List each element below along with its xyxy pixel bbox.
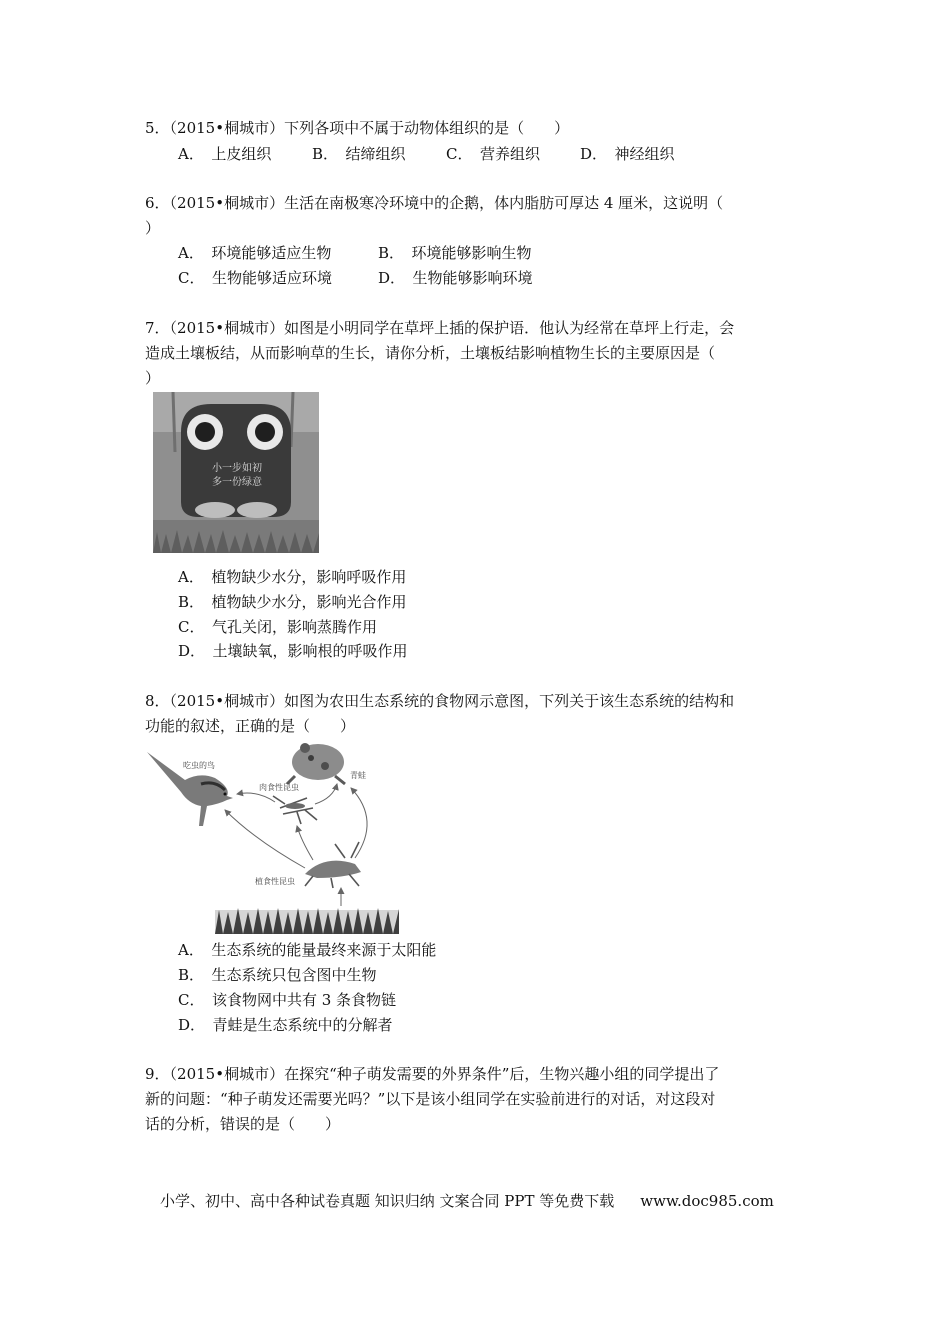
footer-text: 小学、初中、高中各种试卷真题 知识归纳 文案合同 PPT 等免费下载	[160, 1192, 615, 1210]
question-5-options	[178, 144, 675, 164]
question-6-options-row1	[178, 243, 532, 263]
label-carnivorous-insect: 肉食性昆虫	[259, 783, 299, 792]
question-8-option-c: C． 该食物网中共有 3 条食物链	[178, 991, 397, 1009]
question-7-option-b: B． 植物缺少水分，影响光合作用	[178, 593, 407, 611]
label-herbivorous-insect: 植食性昆虫	[255, 877, 295, 886]
question-8-stem	[145, 691, 734, 711]
option-b: B． 环境能够影响生物	[378, 244, 532, 262]
question-7-stem-line2: 造成土壤板结，从而影响草的生长，请你分析，土壤板结影响植物生长的主要原因是（	[145, 344, 716, 362]
lawn-sign-illustration	[153, 392, 319, 553]
herbivorous-insect-icon	[305, 842, 361, 888]
grass-icon	[215, 908, 399, 934]
carnivorous-insect-icon	[273, 796, 317, 824]
question-7-stem	[145, 318, 734, 338]
question-text: （2015•桐城市）下列各项中不属于动物体组织的是（ ）	[169, 119, 570, 137]
question-text: （2015•桐城市）生活在南极寒冷环境中的企鹅，体内脂肪可厚达 4 厘米，这说明（	[169, 194, 724, 212]
question-number: 5．	[145, 119, 170, 137]
question-6-stem	[145, 193, 723, 213]
option-d: D． 神经组织	[580, 145, 675, 163]
option-a: A． 环境能够适应生物	[178, 244, 332, 262]
question-number: 6．	[145, 194, 170, 212]
label-frog: 青蛙	[350, 771, 366, 780]
question-9-stem	[145, 1064, 719, 1084]
sign-line-1: 小一步如初	[212, 463, 262, 474]
frog-icon	[287, 743, 345, 784]
question-8-option-b: B． 生态系统只包含图中生物	[178, 966, 377, 984]
question-6-stem-cont: ）	[145, 219, 161, 237]
question-text: （2015•桐城市）在探究“种子萌发需要的外界条件”后，生物兴趣小组的同学提出了	[169, 1065, 720, 1083]
question-7-option-d: D． 土壤缺氧，影响根的呼吸作用	[178, 642, 408, 660]
option-b: B． 结缔组织	[312, 145, 406, 163]
question-8-stem-line2: 功能的叙述，正确的是（ ）	[145, 717, 356, 735]
option-c: C． 营养组织	[446, 145, 540, 163]
question-8-option-a: A． 生态系统的能量最终来源于太阳能	[178, 941, 437, 959]
page-footer	[160, 1191, 774, 1211]
food-web-diagram	[145, 740, 400, 935]
option-c: C． 生物能够适应环境	[178, 269, 332, 287]
option-d: D． 生物能够影响环境	[378, 269, 533, 287]
question-5-stem	[145, 118, 569, 138]
question-9-stem-line3: 话的分析，错误的是（ ）	[145, 1115, 341, 1133]
label-bird: 吃虫的鸟	[183, 761, 215, 770]
question-6-options-row2	[178, 268, 533, 288]
question-7-option-a: A． 植物缺少水分，影响呼吸作用	[178, 568, 407, 586]
question-8-option-d: D． 青蛙是生态系统中的分解者	[178, 1016, 393, 1034]
question-7-option-c: C． 气孔关闭，影响蒸腾作用	[178, 618, 377, 636]
question-text: （2015•桐城市）如图为农田生态系统的食物网示意图，下列关于该生态系统的结构和	[169, 692, 735, 710]
question-number: 9．	[145, 1065, 170, 1083]
question-9-stem-line2: 新的问题：“种子萌发还需要光吗？”以下是该小组同学在实验前进行的对话，对这段对	[145, 1090, 716, 1108]
question-number: 8．	[145, 692, 170, 710]
footer-link[interactable]: www.doc985.com	[640, 1192, 774, 1210]
lawn-sign-photo	[153, 392, 319, 553]
question-text: （2015•桐城市）如图是小明同学在草坪上插的保护语．他认为经常在草坪上行走，会	[169, 319, 735, 337]
question-7-stem-cont: ）	[145, 369, 161, 387]
sign-line-2: 多一份绿意	[212, 477, 262, 488]
option-a: A． 上皮组织	[178, 145, 272, 163]
question-number: 7．	[145, 319, 170, 337]
